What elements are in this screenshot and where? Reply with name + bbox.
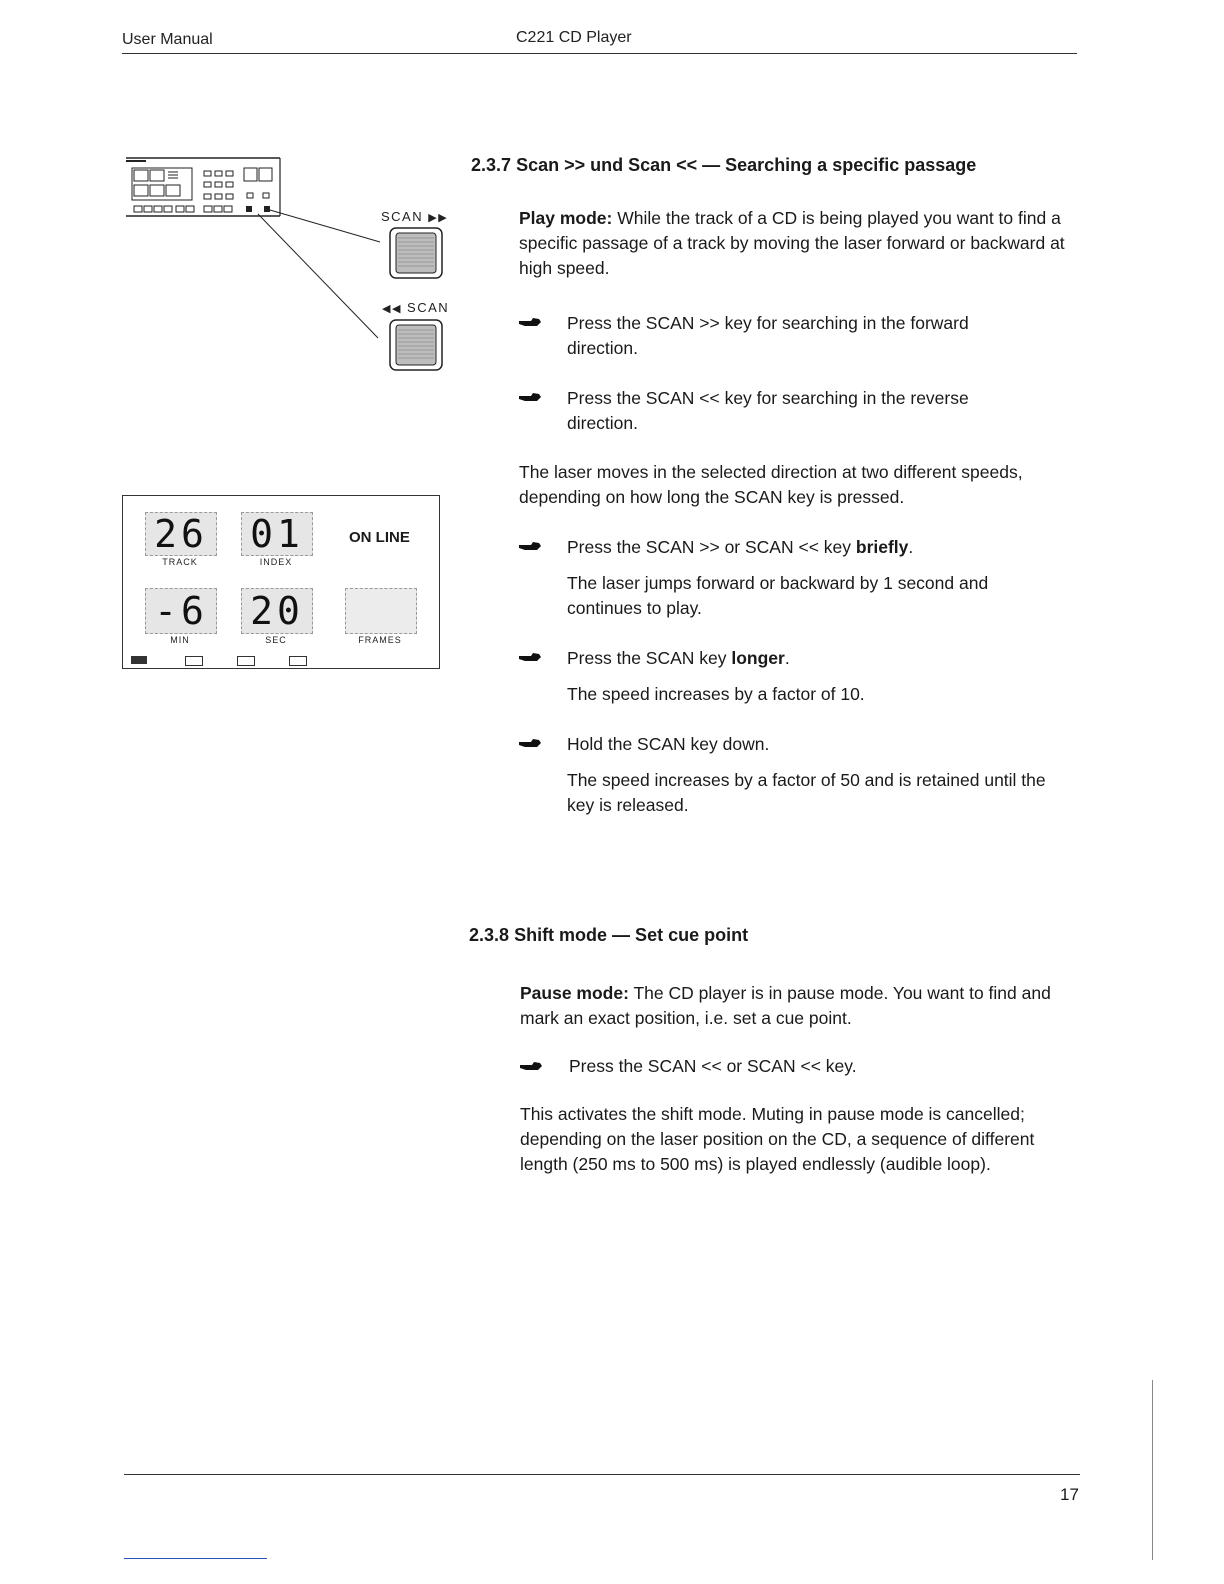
bullet-hold-detail: The speed increases by a factor of 50 and is retained until the key is released. — [567, 770, 1046, 815]
page-number: 17 — [1060, 1485, 1079, 1504]
fast-forward-icon: ▶▶ — [428, 212, 449, 224]
pointing-hand-icon — [519, 737, 541, 749]
frames-display — [345, 588, 417, 634]
min-display — [145, 588, 217, 634]
track-display — [145, 512, 217, 556]
scan-intro-paragraph: Play mode: While the track of a CD is being played you want to find a specific passage of a track by moving the laser forward or backward at high speed. — [519, 208, 1065, 278]
track-label: TRACK — [162, 557, 198, 567]
frames-label: FRAMES — [358, 635, 402, 645]
index-display — [241, 512, 313, 556]
section-heading-scan: 2.3.7 Scan >> und Scan << — Searching a specific passage — [471, 155, 977, 175]
bottom-link-line — [124, 1558, 267, 1559]
bullet-hold: Hold the SCAN key down. — [567, 734, 770, 754]
section-heading-shift: 2.3.8 Shift mode — Set cue point — [469, 925, 749, 945]
bullet-scan-forward: Press the SCAN >> key for searching in the forward direction. — [567, 313, 969, 358]
pointing-hand-icon — [519, 651, 541, 663]
indicator-lamp — [289, 656, 307, 666]
scan-reverse-label: ◀◀ SCAN — [382, 300, 450, 315]
pointing-hand-icon — [519, 391, 541, 403]
online-label: ON LINE — [349, 529, 410, 546]
sec-value: 20 — [250, 589, 304, 633]
pointing-hand-icon — [520, 1060, 542, 1072]
index-label: INDEX — [259, 557, 293, 567]
display-figure — [122, 495, 440, 669]
bullet-shift-scan: Press the SCAN << or SCAN << key. — [569, 1056, 857, 1076]
header-left: User Manual — [122, 31, 213, 48]
footer-rule — [124, 1474, 1080, 1475]
rewind-icon: ◀◀ — [382, 303, 402, 315]
bullet-briefly-detail: The laser jumps forward or backward by 1 second and continues to play. — [567, 573, 989, 618]
indicator-lamp-on — [131, 656, 147, 664]
indicator-lamp — [185, 656, 203, 666]
front-panel-illustration — [120, 150, 470, 380]
index-value: 01 — [250, 512, 304, 556]
bullet-longer: Press the SCAN key longer. — [567, 648, 790, 668]
sec-label: SEC — [265, 635, 287, 645]
pointing-hand-icon — [519, 316, 541, 328]
scan-forward-label: SCAN ▶▶ — [381, 209, 449, 224]
track-value: 26 — [154, 512, 208, 556]
indicator-lamp — [237, 656, 255, 666]
min-label: MIN — [170, 635, 190, 645]
shift-mode-paragraph: This activates the shift mode. Muting in pause mode is cancelled; depending on the laser position on the CD, a sequence of different length (250 ms to 500 ms) is played endlessly (audible loop). — [520, 1104, 1035, 1174]
bullet-longer-detail: The speed increases by a factor of 10. — [567, 684, 865, 704]
scan-edge-line — [1152, 1380, 1153, 1560]
header-rule — [122, 53, 1077, 54]
header-center: C221 CD Player — [516, 29, 632, 46]
front-panel-figure — [120, 150, 470, 380]
min-value: -6 — [154, 589, 208, 633]
laser-speed-paragraph: The laser moves in the selected direction at two different speeds, depending on how long the SCAN key is pressed. — [519, 462, 1023, 507]
bullet-briefly: Press the SCAN >> or SCAN << key briefly. — [567, 537, 914, 557]
sec-display — [241, 588, 313, 634]
shift-intro-paragraph: Pause mode: The CD player is in pause mode. You want to find and mark an exact position, i.e. set a cue point. — [520, 983, 1051, 1028]
bullet-scan-reverse: Press the SCAN << key for searching in the reverse direction. — [567, 388, 969, 433]
pointing-hand-icon — [519, 540, 541, 552]
